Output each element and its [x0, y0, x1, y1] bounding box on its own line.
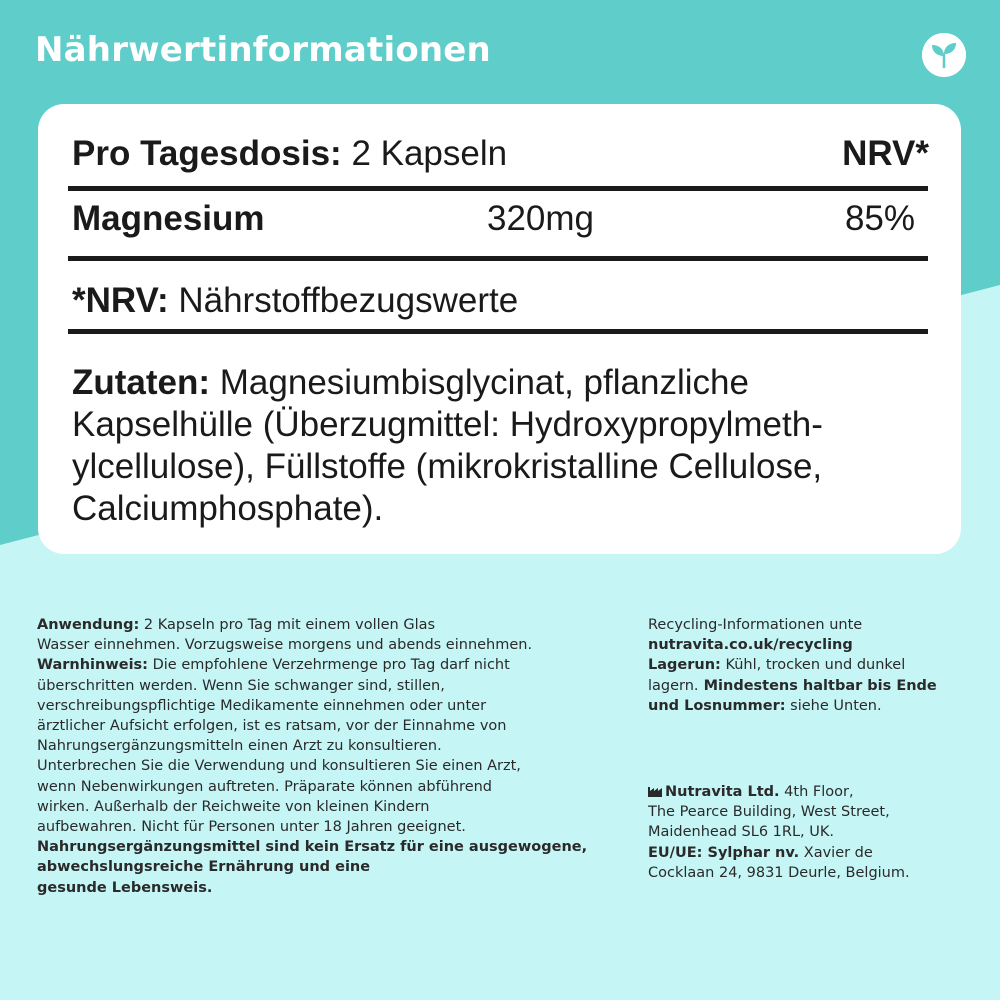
dose-value: 2 Kapseln	[351, 134, 508, 173]
ingredients-line: Magnesiumbisglycinat, pflanzliche	[210, 363, 749, 402]
warning-line: überschritten werden. Wenn Sie schwanger sind, stillen,	[37, 677, 445, 694]
factory-icon	[648, 785, 662, 797]
warning-line: Unterbrechen Sie die Verwendung und konsultieren Sie einen Arzt,	[37, 758, 521, 775]
usage-text: Wasser einnehmen. Vorzugsweise morgens und abends einnehmen.	[37, 637, 533, 654]
recycling-link[interactable]: nutravita.co.uk/recycling	[648, 637, 853, 654]
footnote-row	[72, 281, 929, 321]
divider	[68, 186, 928, 191]
page-title: Nährwertinformationen	[35, 30, 491, 70]
company-name: Nutravita Ltd.	[665, 784, 780, 801]
warning-line: wirken. Außerhalb der Reichweite von kleinen Kindern	[37, 798, 430, 815]
warning-line: wenn Nebenwirkungen auftreten. Präparate können abführend	[37, 778, 493, 795]
eu-address: Cocklaan 24, 9831 Deurle, Belgium.	[648, 864, 910, 881]
warning-line: Die empfohlene Verzehrmenge pro Tag darf nicht	[147, 657, 510, 674]
disclaimer-line: Nahrungsergänzungsmittel sind kein Ersatz für eine ausgewogene,	[37, 839, 588, 856]
ingredients-line: ylcellulose), Füllstoffe (mikrokristalline Cellulose,	[72, 447, 823, 486]
dose-row	[72, 134, 929, 174]
ingredients-line: Calciumphosphate).	[72, 489, 384, 528]
eu-address: Xavier de	[799, 844, 873, 861]
dose-label: Pro Tagesdosis:	[72, 134, 342, 173]
nutrient-nrv: 85%	[844, 199, 915, 238]
warning-line: ärztlicher Aufsicht erfolgen, ist es ratsam, vor der Einnahme von	[37, 718, 507, 735]
ingredients-label: Zutaten:	[72, 363, 211, 402]
best-before-label: Mindestens haltbar bis Ende	[698, 677, 937, 694]
disclaimer-line: abwechslungsreiche Ernährung und eine	[37, 859, 371, 876]
recycling-text: Recycling-Informationen unte	[648, 617, 863, 633]
divider	[68, 329, 928, 334]
warning-label: Warnhinweis:	[37, 657, 148, 674]
company-address: Maidenhead SL6 1RL, UK.	[648, 824, 834, 841]
nutrient-amount: 320mg	[487, 199, 595, 238]
lot-text: siehe Unten.	[785, 697, 882, 714]
disclaimer-line: gesunde Lebensweis.	[37, 879, 213, 896]
divider	[68, 256, 928, 261]
usage-text: 2 Kapseln pro Tag mit einem vollen Glas	[139, 617, 436, 633]
warning-line: aufbewahren. Nicht für Personen unter 18 Jahren geeignet.	[37, 819, 466, 836]
company-address: The Pearce Building, West Street,	[648, 804, 890, 821]
nutrient-row	[72, 199, 929, 239]
nutrient-name: Magnesium	[72, 199, 265, 238]
storage-text: lagern.	[648, 677, 699, 694]
footnote-text: Nährstoffbezugswerte	[178, 281, 519, 320]
ingredients-block	[72, 362, 932, 530]
usage-warning-text	[37, 615, 597, 898]
storage-label: Lagerun:	[648, 657, 721, 674]
company-address: 4th Floor,	[779, 784, 854, 801]
nrv-header: NRV*	[842, 134, 929, 173]
nutrition-card	[38, 104, 961, 554]
info-text	[648, 615, 978, 883]
leaf-icon	[922, 33, 966, 77]
warning-line: Nahrungsergänzungsmitteln einen Arzt zu konsultieren.	[37, 738, 442, 755]
usage-label: Anwendung:	[37, 617, 140, 633]
eu-label: EU/UE: Sylphar nv.	[648, 844, 800, 861]
storage-text: Kühl, trocken und dunkel	[720, 657, 906, 674]
ingredients-line: Kapselhülle (Überzugmittel: Hydroxypropylmeth-	[72, 405, 823, 444]
lot-label: und Losnummer:	[648, 697, 786, 714]
warning-line: verschreibungspflichtige Medikamente einnehmen oder unter	[37, 697, 487, 714]
footnote-label: *NRV:	[72, 281, 169, 320]
